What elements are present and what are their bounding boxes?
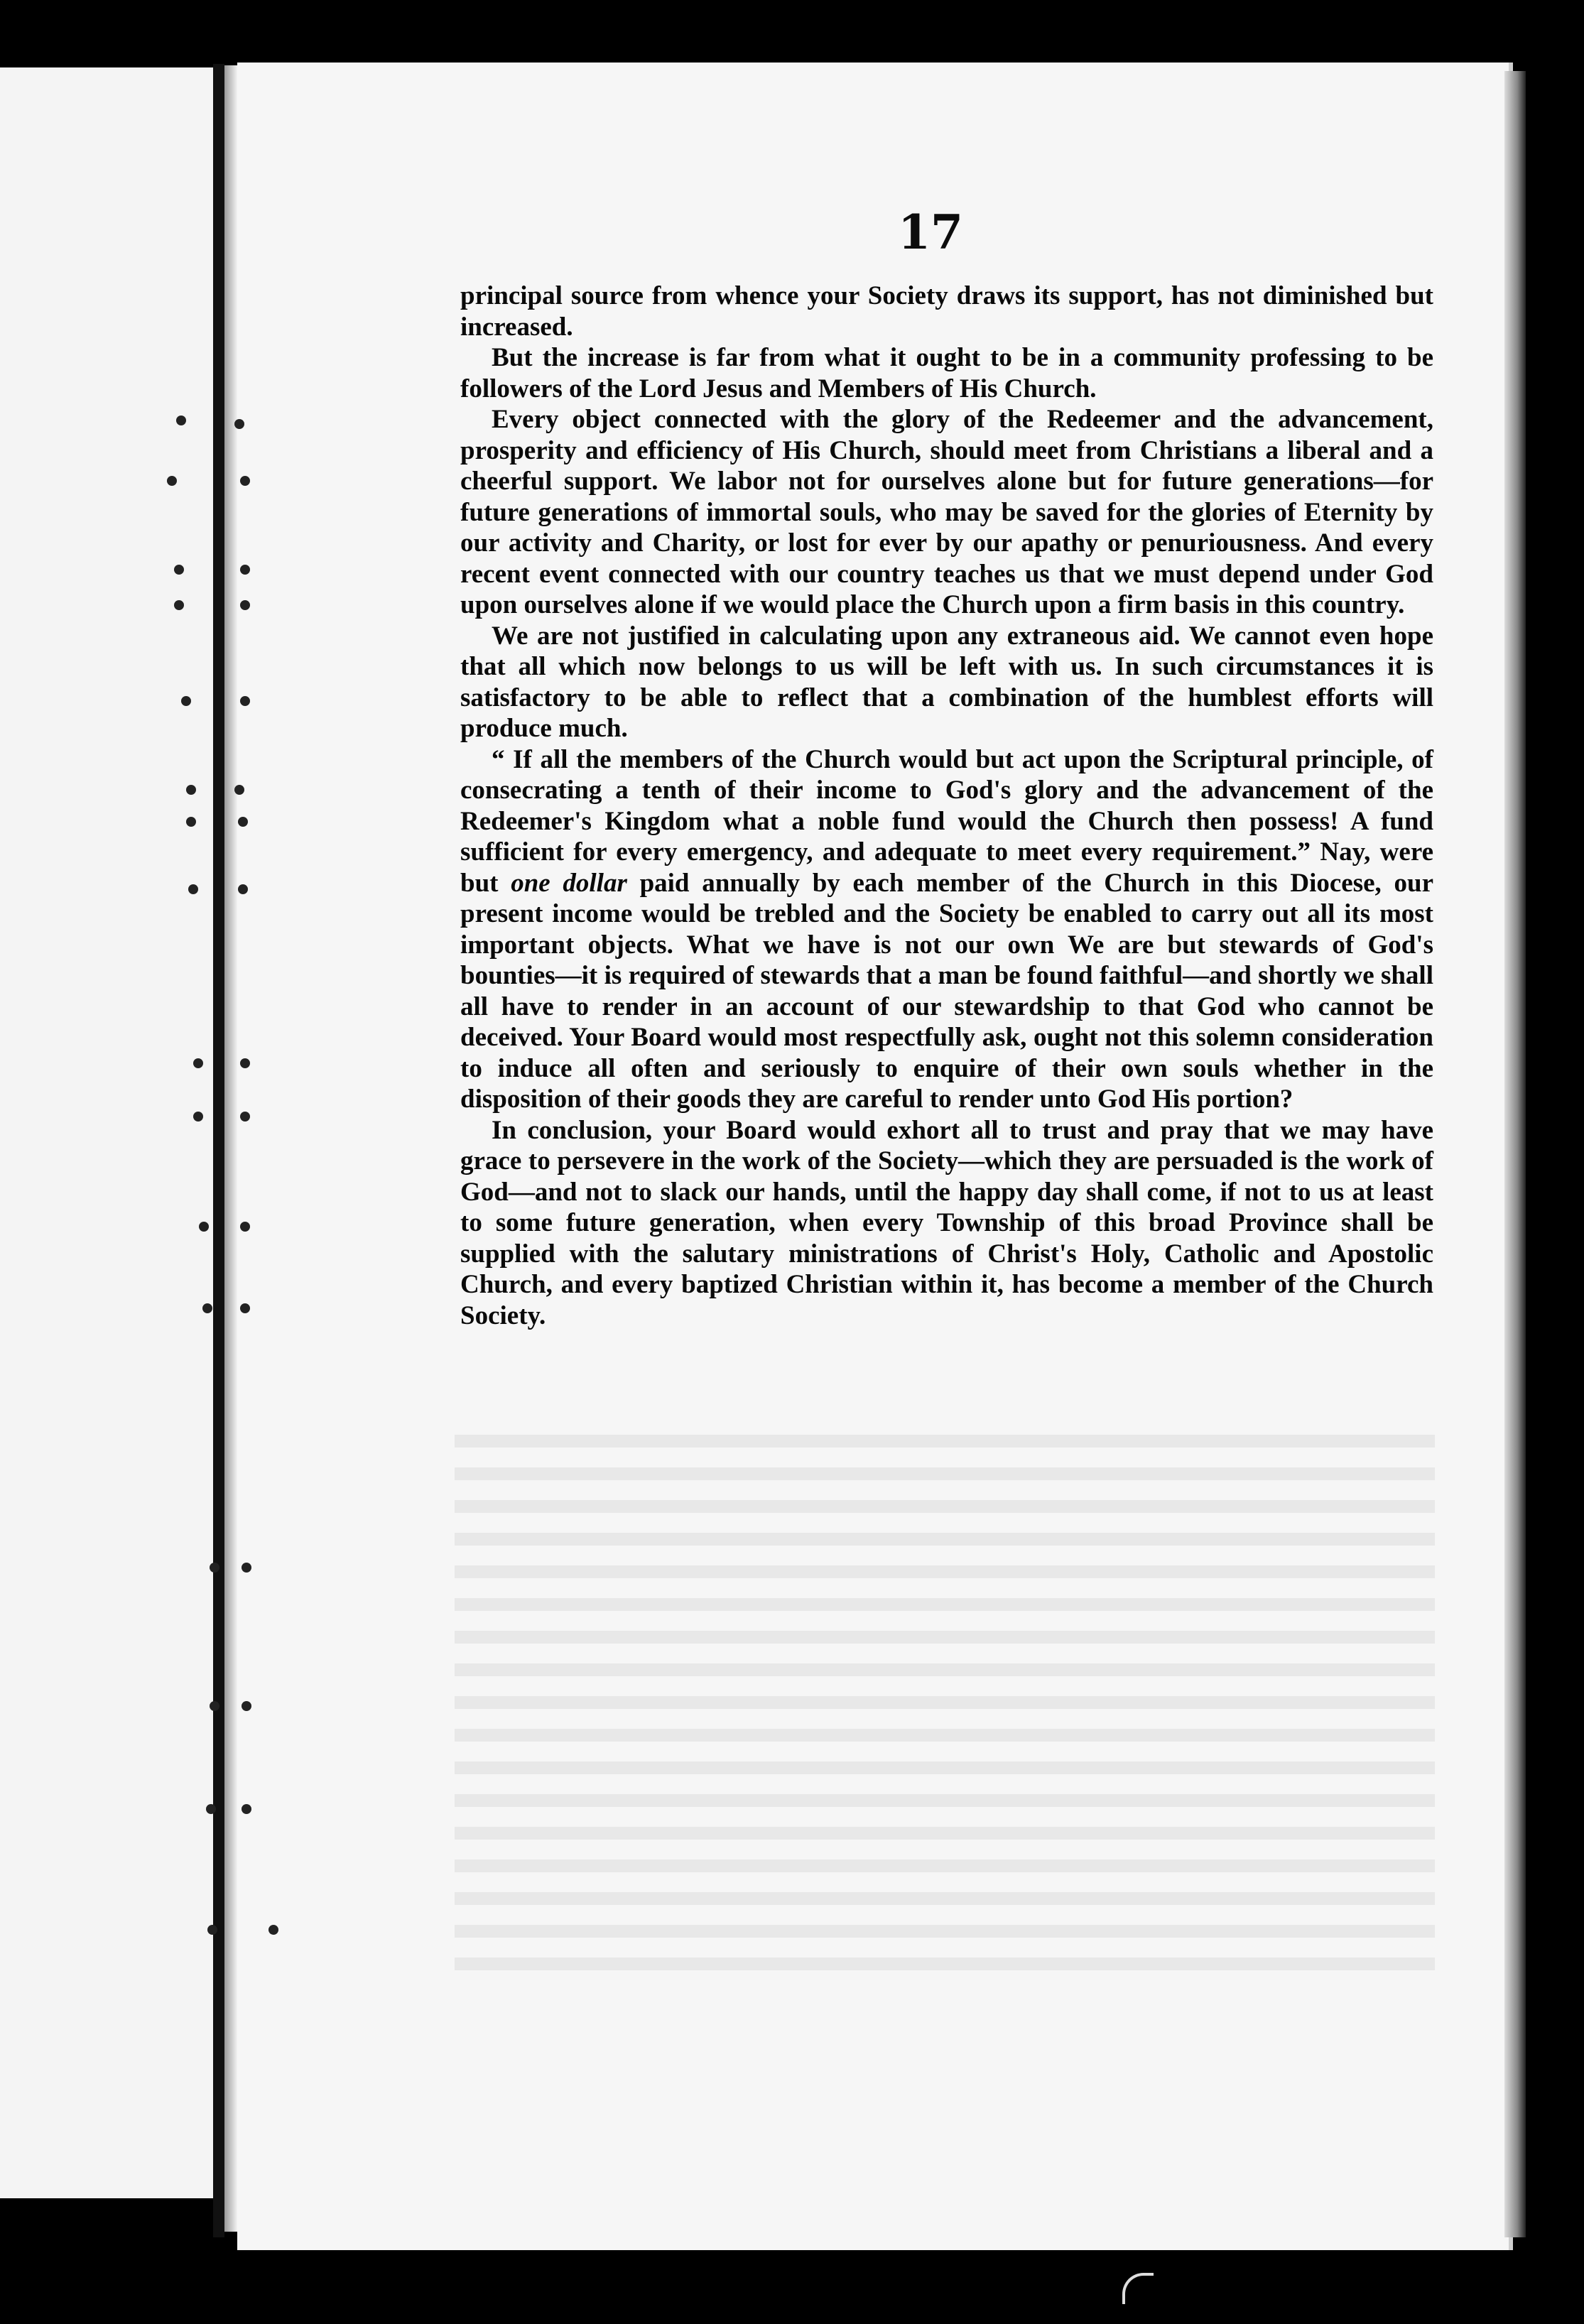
stitch-mark: [234, 785, 244, 795]
stitch-mark: [240, 1112, 250, 1122]
stitch-mark: [186, 785, 196, 795]
facing-page-edge: [0, 67, 213, 2198]
stitch-mark: [240, 1222, 250, 1232]
paragraph-text: “ If all the members of the Church would but act upon the Scriptural principle, of consecrating a tenth of their income to God's glory and the advancement of the Redeemer's Kingdom what a noble fund would the Church then possess! A fund sufficient for every emergency, and adequate to meet every requirement.” Nay, were but: [460, 744, 1433, 898]
stitch-mark: [167, 476, 177, 486]
stitch-mark: [238, 817, 248, 827]
page-edge: [1504, 71, 1526, 2237]
stitch-mark: [238, 884, 248, 894]
paragraph-text: paid annually by each member of the Church in this Diocese, our present income would be trebled and the Society be enabled to carry out all its most important objects. What we have is not our own We are but stewards of God's bounties—it is required of stewards that a man be found faithful—and shortly we shall all have to render in an account of our stewardship to that God who cannot be deceived. Your Board would most respectfully ask, ought not this solemn consideration to induce all often and seriously to enquire of their own souls whether in the disposition of their goods they are careful to render unto God His portion?: [460, 868, 1433, 1114]
stitch-mark: [199, 1222, 209, 1232]
stitch-mark: [207, 1925, 217, 1935]
stitch-mark: [206, 1804, 216, 1814]
stitch-mark: [240, 600, 250, 610]
stitch-mark: [210, 1563, 219, 1573]
page-number: 17: [898, 205, 963, 260]
stitch-mark: [181, 696, 191, 706]
stitch-mark: [174, 600, 184, 610]
show-through-text: [455, 1435, 1435, 1975]
stitch-mark: [193, 1112, 203, 1122]
book-binding: [213, 64, 224, 2237]
stitch-mark: [202, 1303, 212, 1313]
stitch-mark: [242, 1701, 251, 1711]
emphasis-text: one dollar: [511, 868, 627, 898]
paragraph: [460, 744, 1433, 1115]
stitch-mark: [268, 1925, 278, 1935]
body-text: [460, 281, 1433, 1331]
stitch-mark: [174, 565, 184, 575]
stitch-mark: [240, 696, 250, 706]
binding-shadow: [224, 65, 237, 2232]
stitch-mark: [234, 419, 244, 429]
stitch-mark: [186, 817, 196, 827]
stitch-mark: [240, 1058, 250, 1068]
paragraph: We are not justified in calculating upon any extraneous aid. We cannot even hope that all which now belongs to us will be left with us. In such circumstances it is satisfactory to be able to reflect that a combination of the humblest efforts will produce much.: [460, 621, 1433, 743]
stitch-mark: [176, 416, 186, 425]
stitch-mark: [240, 565, 250, 575]
stitch-mark: [210, 1701, 219, 1711]
paragraph: But the increase is far from what it ought to be in a community professing to be followers of the Lord Jesus and Members of His Church.: [460, 343, 1433, 403]
stitch-mark: [188, 884, 198, 894]
stitch-mark: [242, 1804, 251, 1814]
stitch-mark: [240, 1303, 250, 1313]
stitch-mark: [193, 1058, 203, 1068]
stitch-mark: [242, 1563, 251, 1573]
stitch-mark: [240, 476, 250, 486]
paragraph: In conclusion, your Board would exhort all to trust and pray that we may have grace to persevere in the work of the Society—which they are persuaded is the work of God—and not to slack our hands, until the happy day shall come, if not to us at least to some future generation, when every Township of this broad Province shall be supplied with the salutary ministrations of Christ's Holy, Catholic and Apostolic Church, and every baptized Christian within it, has become a member of the Church Society.: [460, 1115, 1433, 1330]
paragraph: Every object connected with the glory of the Redeemer and the advancement, prosperity and efficiency of His Church, should meet from Christians a liberal and a cheerful support. We labor not for ourselves alone but for future generations—for future generations of immortal souls, who may be saved for the glories of Eternity by our activity and Charity, or lost for ever by our apathy or penuriousness. And every recent event connected with our country teaches us that we must depend under God upon ourselves alone if we would place the Church upon a firm basis in this country.: [460, 405, 1433, 619]
paragraph: principal source from whence your Society draws its support, has not diminished but increased.: [460, 281, 1433, 342]
